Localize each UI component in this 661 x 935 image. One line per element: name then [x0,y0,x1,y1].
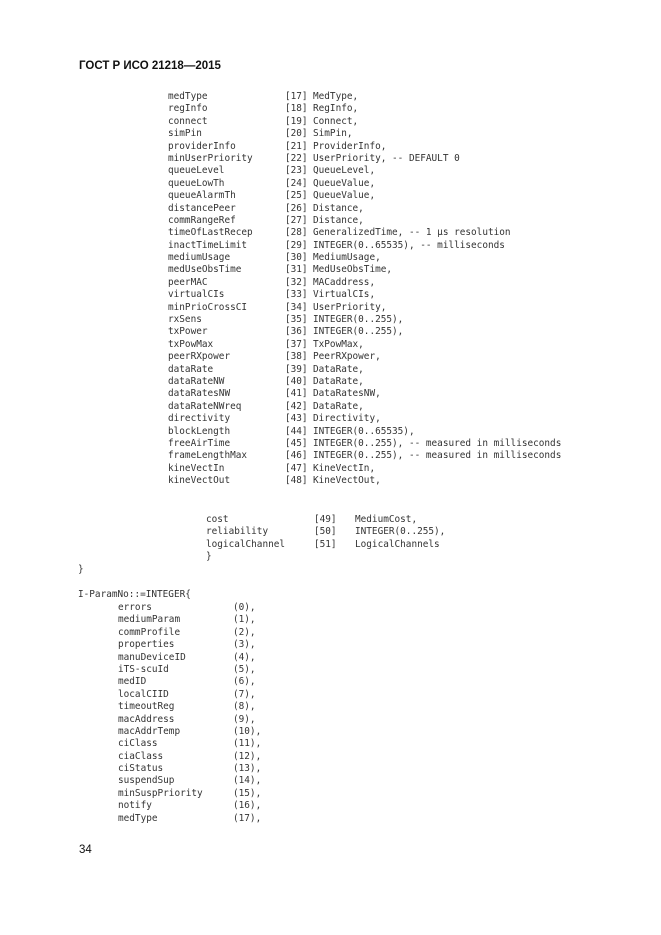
field-type: (14), [233,775,262,787]
code-line [118,701,261,713]
field-tag: [36] [285,326,308,338]
field-type: MedUseObsTime, [313,264,393,276]
field-name: peerRXpower [168,351,231,363]
field-type: (13), [233,763,262,775]
code-line [168,190,561,202]
field-tag: [38] [285,351,308,363]
field-tag: [19] [285,115,308,127]
field-name: kineVectIn [168,462,225,474]
field-name: cost [206,514,229,525]
param-declaration: I-ParamNo::=INTEGER{ [78,589,191,600]
field-name: ciClass [118,738,158,750]
code-line [118,676,261,688]
field-tag: [46] [285,450,308,462]
field-name: timeOfLastRecep [168,227,253,239]
field-type: INTEGER(0..255), [313,326,404,338]
code-line [118,664,261,676]
field-type: (11), [233,738,262,750]
field-tag: [42] [285,400,308,412]
code-line [168,153,561,165]
code-line [168,116,561,128]
code-line [168,314,561,326]
field-tag: [31] [285,264,308,276]
field-type: INTEGER(0..255), -- measured in milliseconds [313,437,562,449]
field-name: peerMAC [168,276,208,288]
field-type: (9), [233,713,256,725]
field-name: mediumUsage [168,252,231,264]
field-name: errors [118,602,152,613]
field-name: regInfo [168,103,208,115]
code-line [118,726,261,738]
code-line [118,751,261,763]
field-name: suspendSup [118,775,175,787]
code-line [168,277,561,289]
field-name: manuDeviceID [118,651,186,663]
field-type: MedType, [313,91,359,102]
document-header: ГОСТ Р ИСО 21218—2015 [79,60,221,72]
code-line [118,627,261,639]
field-type: UserPriority, [313,301,387,313]
code-line [168,141,561,153]
field-type: KineVectOut, [313,475,381,487]
field-name: medID [118,676,147,688]
field-type: INTEGER(0..255), [355,526,446,538]
field-type: PeerRXpower, [313,351,381,363]
field-name: freeAirTime [168,437,231,449]
field-name: medType [118,812,158,824]
field-type: UserPriority, -- DEFAULT 0 [313,152,460,164]
field-type: Distance, [313,214,364,226]
field-type: DataRate, [313,400,364,412]
field-name: queueAlarmTh [168,190,236,202]
field-name: kineVectOut [168,475,231,487]
code-line [168,103,561,115]
field-tag: [41] [285,388,308,400]
field-name: connect [168,115,208,127]
field-tag: [28] [285,227,308,239]
field-type: (5), [233,663,256,675]
field-name: ciaClass [118,750,164,762]
field-type: INTEGER(0..255), [313,314,404,326]
code-line [118,602,261,614]
code-line [168,413,561,425]
field-type: (3), [233,639,256,651]
field-tag: [25] [285,190,308,202]
field-name: txPower [168,326,208,338]
field-type: QueueValue, [313,177,376,189]
field-tag: [51] [314,538,337,550]
page-number: 34 [79,844,92,856]
field-tag: [45] [285,437,308,449]
field-name: medUseObsTime [168,264,242,276]
field-type: Connect, [313,115,359,127]
nested-fields-block [206,514,445,564]
sequence-fields-block [168,91,561,488]
field-tag: [48] [285,475,308,487]
field-type: (7), [233,688,256,700]
code-line [168,339,561,351]
field-name: dataRateNWreq [168,400,242,412]
code-line [206,539,445,551]
field-tag: [49] [314,514,337,525]
field-tag: [39] [285,363,308,375]
field-name: directivity [168,413,231,425]
field-tag: [34] [285,301,308,313]
field-type: QueueValue, [313,190,376,202]
field-name: queueLevel [168,165,225,177]
field-name: minPrioCrossCI [168,301,248,313]
field-type: LogicalChannels [355,538,440,550]
code-line [168,450,561,462]
code-line [168,264,561,276]
field-tag: [44] [285,425,308,437]
field-type: GeneralizedTime, -- 1 μs resolution [313,227,511,239]
field-tag: [29] [285,239,308,251]
field-name: iTS-scuId [118,663,169,675]
field-tag: [21] [285,140,308,152]
field-name: dataRatesNW [168,388,231,400]
field-tag: [24] [285,177,308,189]
field-tag: [37] [285,338,308,350]
field-name: medType [168,91,208,102]
code-line [168,388,561,400]
field-name: frameLengthMax [168,450,248,462]
code-line [168,364,561,376]
field-name: virtualCIs [168,289,225,301]
field-type: (10), [233,725,262,737]
field-type: VirtualCIs, [313,289,376,301]
field-name: inactTimeLimit [168,239,248,251]
field-tag: [35] [285,314,308,326]
field-type: (15), [233,787,262,799]
code-line [118,689,261,701]
code-line [168,401,561,413]
code-line [206,526,445,538]
field-tag: [32] [285,276,308,288]
code-line [168,165,561,177]
field-tag: [23] [285,165,308,177]
field-type: KineVectIn, [313,462,376,474]
field-tag: [40] [285,375,308,387]
field-type: (6), [233,676,256,688]
code-line [168,240,561,252]
code-line [118,775,261,787]
field-type: MACaddress, [313,276,376,288]
code-line [118,652,261,664]
field-type: DataRatesNW, [313,388,381,400]
code-line [118,788,261,800]
code-line [168,289,561,301]
field-name: simPin [168,128,202,140]
field-type: (8), [233,701,256,713]
field-name: commProfile [118,626,181,638]
field-name: logicalChannel [206,538,286,550]
field-name: queueLowTh [168,177,225,189]
field-name: macAddrTemp [118,725,181,737]
code-line [206,514,445,526]
field-type: RegInfo, [313,103,359,115]
field-type: (1), [233,614,256,626]
field-type: INTEGER(0..65535), [313,425,415,437]
field-name: localCIID [118,688,169,700]
field-name: reliability [206,526,269,538]
code-line [168,351,561,363]
field-name: txPowMax [168,338,214,350]
field-type: INTEGER(0..255), -- measured in milliseconds [313,450,562,462]
field-name: dataRateNW [168,375,225,387]
field-tag: [27] [285,214,308,226]
field-name: rxSens [168,314,202,326]
field-type: (12), [233,750,262,762]
code-line [168,438,561,450]
code-line [168,203,561,215]
field-name: mediumParam [118,614,181,626]
field-type: Directivity, [313,413,381,425]
field-type: (2), [233,626,256,638]
field-name: timeoutReg [118,701,175,713]
field-tag: [47] [285,462,308,474]
field-type: QueueLevel, [313,165,376,177]
field-type: TxPowMax, [313,338,364,350]
code-line [118,813,261,825]
field-name: distancePeer [168,202,236,214]
code-line [168,252,561,264]
field-name: notify [118,800,152,812]
code-line [168,128,561,140]
code-line [168,326,561,338]
field-name: blockLength [168,425,231,437]
code-line [168,426,561,438]
code-line [118,614,261,626]
code-line [168,475,561,487]
field-name: providerInfo [168,140,236,152]
field-type: Distance, [313,202,364,214]
field-type: ProviderInfo, [313,140,387,152]
field-type: DataRate, [313,363,364,375]
code-line [118,800,261,812]
code-line [168,91,561,103]
code-line [168,463,561,475]
field-tag: [18] [285,103,308,115]
field-type: (17), [233,812,262,824]
field-tag: [26] [285,202,308,214]
field-tag: [17] [285,91,308,102]
field-name: minUserPriority [168,152,253,164]
field-type: (4), [233,651,256,663]
param-enum-block [118,602,261,825]
field-type: (16), [233,800,262,812]
code-line [118,763,261,775]
field-name: macAddress [118,713,175,725]
code-line [118,714,261,726]
field-tag: [43] [285,413,308,425]
nested-closing-brace: } [206,551,212,563]
field-name: ciStatus [118,763,164,775]
field-name: minSuspPriority [118,787,203,799]
code-line [118,639,261,651]
field-type: (0), [233,602,256,613]
code-line [118,738,261,750]
field-tag: [33] [285,289,308,301]
field-type: MediumCost, [355,514,418,525]
field-type: DataRate, [313,375,364,387]
field-name: properties [118,639,175,651]
field-type: INTEGER(0..65535), -- milliseconds [313,239,505,251]
field-type: MediumUsage, [313,252,381,264]
code-line [168,178,561,190]
field-name: dataRate [168,363,214,375]
field-tag: [30] [285,252,308,264]
field-tag: [22] [285,152,308,164]
code-line [168,376,561,388]
field-tag: [50] [314,526,337,538]
code-line [168,227,561,239]
outer-closing-brace: } [78,564,84,575]
field-type: SimPin, [313,128,353,140]
code-line [168,302,561,314]
code-line [168,215,561,227]
field-tag: [20] [285,128,308,140]
field-name: commRangeRef [168,214,236,226]
